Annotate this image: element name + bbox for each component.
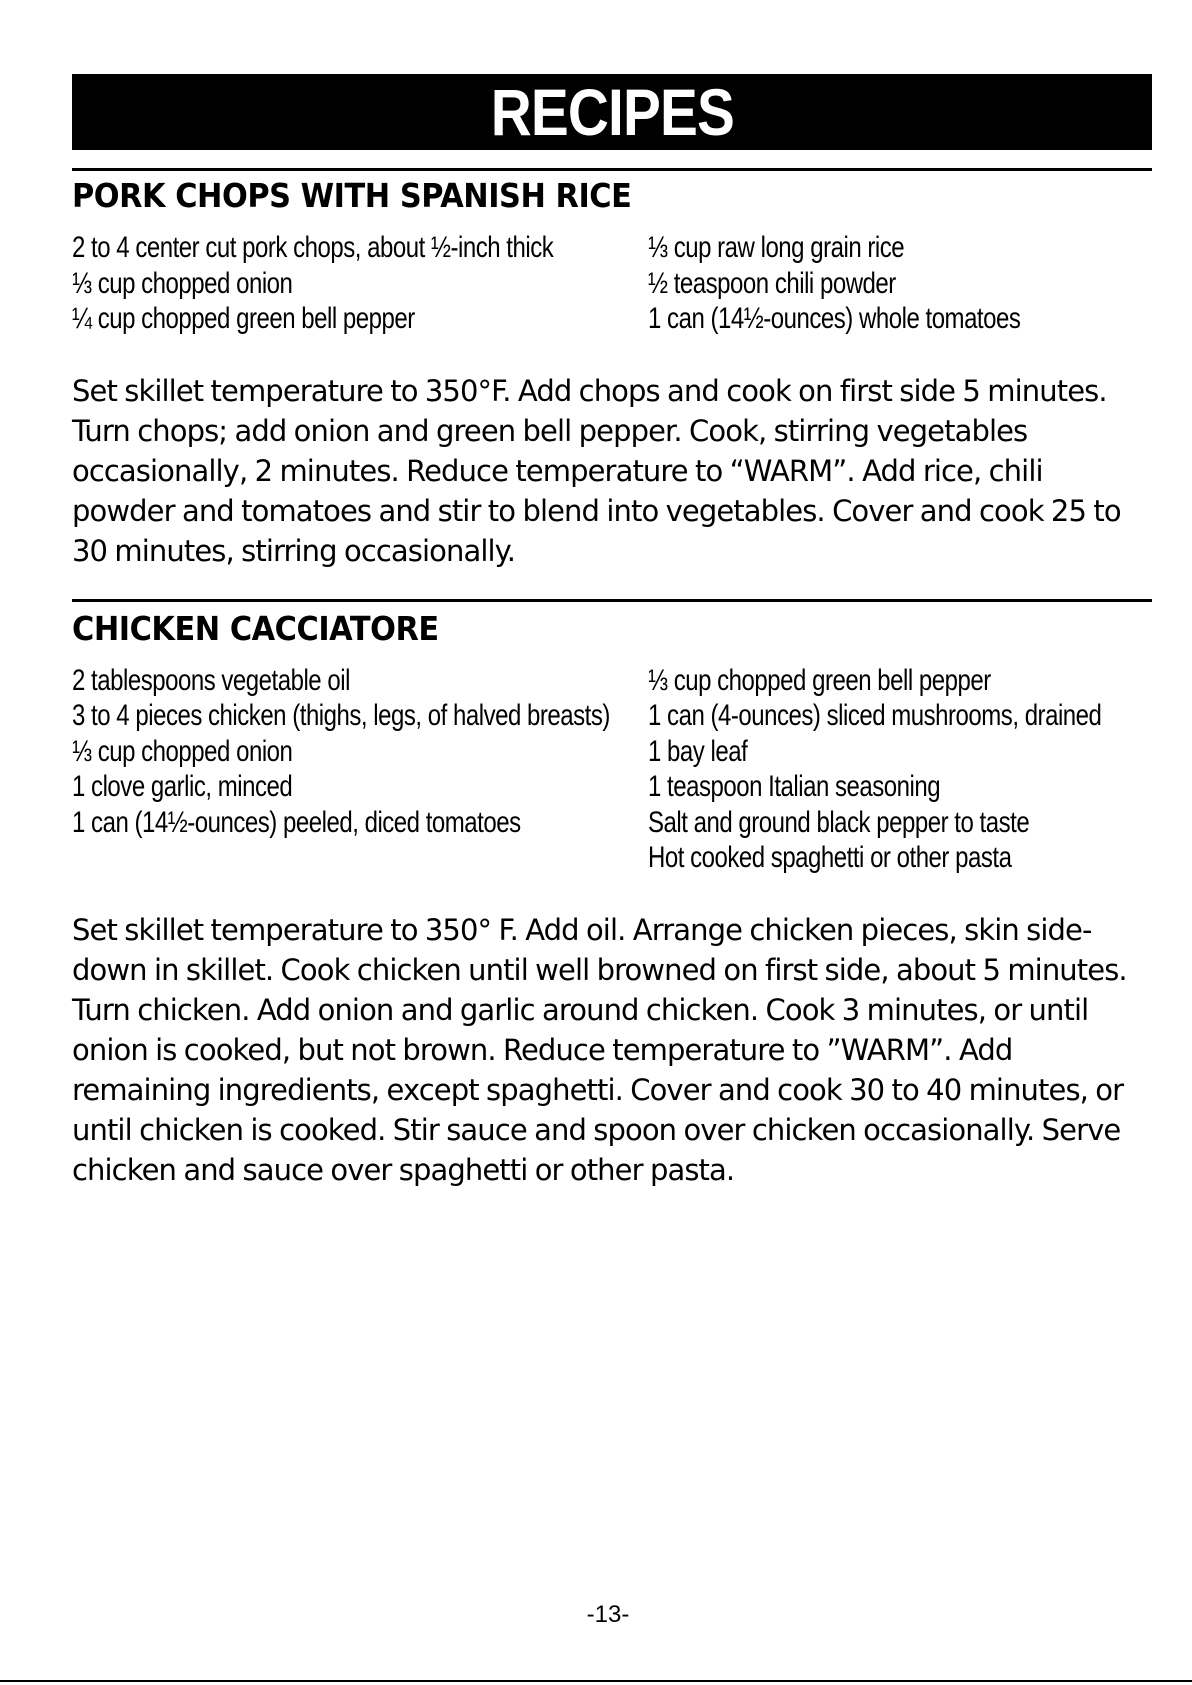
recipe-directions: Set skillet temperature to 350°F. Add chops and cook on first side 5 minutes. Turn chops; add onion and green bell pepper. Cook, stirring vegetables occasionally, 2 minutes. Reduce temperature to “WARM”. Add rice, chili powder and tomatoes and stir to blend into vegetables. Cover and cook 25 to 30 minutes, stirring occasionally.: [72, 373, 1121, 568]
recipe-chicken-cacciatore: [72, 608, 1152, 1190]
ingredients-column-right: [648, 230, 1152, 337]
recipes-banner: [72, 74, 1152, 150]
ingredient-item: ⅓ cup chopped onion: [72, 734, 293, 768]
ingredient-item: 2 to 4 center cut pork chops, about ½-inch thick: [72, 231, 554, 264]
ingredients-column-left: [72, 663, 648, 876]
page-number: -13-: [586, 1601, 630, 1628]
ingredient-item: 2 tablespoons vegetable oil: [72, 663, 350, 697]
recipe-title: PORK CHOPS WITH SPANISH RICE: [72, 176, 632, 215]
ingredient-item: 1 bay leaf: [648, 734, 748, 768]
ingredients-list: [72, 663, 1152, 876]
ingredient-item: Salt and ground black pepper to taste: [648, 805, 1030, 839]
ingredient-item: 1 clove garlic, minced: [72, 770, 293, 803]
ingredient-item: 1 can (4-ounces) sliced mushrooms, drained: [648, 699, 1102, 732]
ingredient-item: 3 to 4 pieces chicken (thighs, legs, of halved breasts): [72, 699, 610, 732]
ingredients-column-right: [648, 663, 1152, 876]
ingredient-item: ⅓ cup chopped onion: [72, 266, 293, 300]
ingredient-item: 1 can (14½-ounces) peeled, diced tomatoes: [72, 805, 521, 839]
ingredients-column-left: [72, 230, 648, 337]
ingredient-item: Hot cooked spaghetti or other pasta: [648, 841, 1012, 874]
ingredient-item: ⅓ cup raw long grain rice: [648, 231, 905, 264]
section-divider: [72, 599, 1152, 602]
page-title: RECIPES: [490, 75, 734, 149]
ingredient-item: ⅓ cup chopped green bell pepper: [648, 663, 991, 697]
page-bottom-edge: [0, 1680, 1192, 1682]
recipe-pork-chops: [72, 176, 1152, 571]
ingredient-item: 1 teaspoon Italian seasoning: [648, 770, 941, 803]
ingredient-item: 1 can (14½-ounces) whole tomatoes: [648, 302, 1021, 335]
recipe-directions: Set skillet temperature to 350° F. Add oil. Arrange chicken pieces, skin side-down in skillet. Cook chicken until well browned on first side, about 5 minutes. Turn chicken. Add onion and garlic around chicken. Cook 3 minutes, or until onion is cooked, but not brown. Reduce temperature to ”WARM”. Add remaining ingredients, except spaghetti. Cover and cook 30 to 40 minutes, or until chicken is cooked. Stir sauce and spoon over chicken occasionally. Serve chicken and sauce over spaghetti or other pasta.: [72, 912, 1127, 1187]
recipe-page: [72, 74, 1152, 1190]
ingredient-item: ½ teaspoon chili powder: [648, 266, 896, 300]
recipe-title: CHICKEN CACCIATORE: [72, 608, 439, 648]
ingredients-list: [72, 230, 1152, 337]
section-divider: [72, 168, 1152, 171]
ingredient-item: ¼ cup chopped green bell pepper: [72, 302, 415, 335]
